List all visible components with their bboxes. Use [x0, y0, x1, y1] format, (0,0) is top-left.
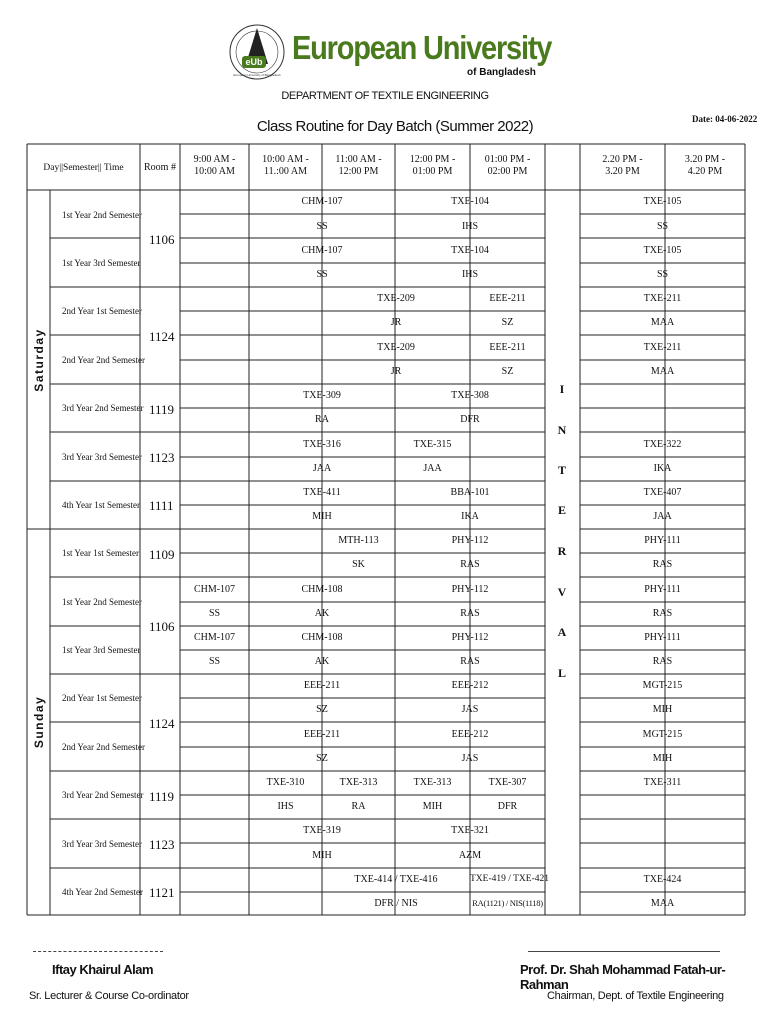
- course-cell: EEE-211: [489, 293, 526, 304]
- teacher-cell: IHS: [461, 221, 479, 232]
- teacher-cell: JAA: [653, 511, 672, 522]
- course-cell: CHM-107: [301, 245, 343, 256]
- course-cell: TXE-209: [377, 342, 415, 353]
- room-number: 1111: [149, 498, 174, 513]
- signatory-right-title: Chairman, Dept. of Textile Engineering: [547, 990, 724, 1002]
- teacher-cell: JR: [390, 366, 402, 377]
- course-cell: PHY-111: [644, 535, 681, 546]
- course-cell: PHY-111: [644, 632, 681, 643]
- course-cell: TXE-308: [451, 390, 489, 401]
- course-cell: CHM-108: [301, 632, 343, 643]
- course-cell: TXE-307: [488, 777, 527, 788]
- slot-3-end: 12:00 PM: [338, 166, 379, 177]
- interval-letter: E: [557, 503, 566, 517]
- course-cell: CHM-108: [301, 584, 343, 595]
- course-cell: EEE-211: [489, 342, 526, 353]
- slot-2-end: 11.:00 AM: [264, 166, 307, 177]
- course-cell: TXE-313: [339, 777, 378, 788]
- teacher-cell: DFR: [460, 414, 480, 425]
- logo-ring-text: European University of Bangladesh: [233, 73, 281, 77]
- course-cell: TXE-319: [303, 825, 341, 836]
- course-cell: MGT-215: [642, 680, 683, 691]
- teacher-cell: JAA: [312, 463, 332, 474]
- course-cell: TXE-414 / TXE-416: [354, 874, 438, 885]
- teacher-cell: SS: [208, 656, 221, 667]
- course-cell: TXE-407: [643, 487, 682, 498]
- teacher-cell: SS: [208, 608, 221, 619]
- slot-6-start: 2.20 PM -: [602, 154, 643, 165]
- header-slot-5: [470, 154, 545, 178]
- header-day-semester-time: Day||Semester|| Time: [43, 163, 124, 173]
- course-cell: EEE-211: [303, 680, 341, 691]
- course-cell: TXE-105: [643, 245, 682, 256]
- routine-title: Class Routine for Day Batch (Summer 2022): [256, 118, 534, 135]
- university-logo: [228, 18, 286, 86]
- slot-2-start: 10:00 AM -: [262, 154, 309, 165]
- semester-label: 4th Year 1st Semester: [62, 500, 140, 510]
- slot-4-start: 12:00 PM -: [409, 154, 456, 165]
- course-cell: TXE-419 / TXE-421: [470, 874, 549, 884]
- teacher-cell: RAS: [652, 608, 673, 619]
- header-room: Room #: [144, 162, 176, 173]
- teacher-cell: MIH: [652, 704, 673, 715]
- signatory-left-name: Iftay Khairul Alam: [52, 962, 154, 977]
- teacher-cell: MIH: [422, 801, 443, 812]
- course-cell: TXE-104: [451, 245, 489, 256]
- course-cell: TXE-424: [643, 874, 682, 885]
- slot-1-end: 10:00 AM: [194, 166, 235, 177]
- semester-label: 2nd Year 1st Semester: [62, 306, 142, 316]
- course-cell: TXE-104: [451, 196, 489, 207]
- room-number: 1119: [149, 789, 175, 804]
- room-number: 1124: [149, 716, 175, 731]
- room-number: 1106: [149, 232, 175, 247]
- course-cell: TXE-322: [643, 439, 682, 450]
- day-saturday: Saturday: [32, 328, 46, 392]
- room-number: 1123: [149, 450, 175, 465]
- header-slot-3: [322, 154, 395, 178]
- slot-3-start: 11:00 AM -: [335, 154, 382, 165]
- room-number: 1119: [149, 402, 175, 417]
- university-subtitle: of Bangladesh: [467, 67, 536, 78]
- slot-4-end: 01:00 PM: [412, 166, 453, 177]
- header-slot-6: [580, 154, 665, 178]
- teacher-cell: IHS: [461, 269, 479, 280]
- course-cell: MTH-113: [338, 535, 379, 546]
- teacher-cell: SZ: [316, 753, 328, 764]
- interval-letter: R: [557, 544, 567, 558]
- teacher-cell: RAS: [652, 656, 673, 667]
- semester-label: 4th Year 2nd Semester: [62, 887, 143, 897]
- interval-letter: A: [557, 625, 567, 639]
- room-number: 1106: [149, 619, 175, 634]
- slot-1-start: 9:00 AM -: [193, 154, 236, 165]
- course-cell: TXE-209: [377, 293, 415, 304]
- teacher-cell: RA: [315, 414, 329, 425]
- interval-letter: T: [557, 463, 566, 477]
- teacher-cell: RA(1121) / NIS(1118): [472, 898, 543, 908]
- department-name: DEPARTMENT OF TEXTILE ENGINEERING: [281, 90, 489, 102]
- slot-5-start: 01:00 PM -: [484, 154, 531, 165]
- course-cell: TXE-315: [413, 439, 452, 450]
- semester-label: 3rd Year 3rd Semester: [62, 839, 142, 849]
- teacher-cell: SZ: [501, 366, 514, 377]
- course-cell: TXE-211: [643, 342, 682, 353]
- semester-label: 2nd Year 1st Semester: [62, 693, 142, 703]
- semester-label: 3rd Year 2nd Semester: [62, 403, 144, 413]
- course-cell: TXE-313: [413, 777, 452, 788]
- interval-letter: L: [557, 666, 566, 680]
- teacher-cell: MAA: [650, 366, 675, 377]
- teacher-cell: AK: [314, 608, 330, 619]
- teacher-cell: MAA: [650, 317, 675, 328]
- teacher-cell: DFR / NIS: [374, 898, 418, 909]
- course-cell: TXE-310: [266, 777, 305, 788]
- course-cell: TXE-211: [643, 293, 682, 304]
- course-cell: PHY-112: [451, 584, 489, 595]
- teacher-cell: AK: [314, 656, 330, 667]
- header-slot-2: [249, 154, 322, 178]
- slot-6-end: 3.20 PM: [605, 166, 640, 177]
- teacher-cell: SS: [656, 221, 669, 232]
- signature-line-right: [528, 951, 720, 952]
- teacher-cell: AZM: [458, 850, 482, 861]
- course-cell: CHM-107: [193, 632, 236, 643]
- course-cell: TXE-316: [303, 439, 341, 450]
- semester-label: 1st Year 2nd Semester: [62, 210, 142, 220]
- course-cell: TXE-105: [643, 196, 682, 207]
- room-number: 1123: [149, 837, 175, 852]
- course-cell: TXE-309: [303, 390, 341, 401]
- header-slot-7: [665, 154, 745, 178]
- course-cell: TXE-311: [643, 777, 682, 788]
- course-cell: PHY-112: [451, 535, 489, 546]
- course-cell: BBA-101: [450, 487, 490, 498]
- teacher-cell: RAS: [460, 656, 480, 667]
- teacher-cell: SZ: [316, 704, 328, 715]
- slot-5-end: 02:00 PM: [487, 166, 528, 177]
- semester-label: 2nd Year 2nd Semester: [62, 355, 145, 365]
- teacher-cell: IKA: [461, 511, 479, 522]
- semester-label: 1st Year 1st Semester: [62, 548, 139, 558]
- signatory-left-title: Sr. Lecturer & Course Co-ordinator: [29, 990, 189, 1002]
- interval-letter: V: [557, 585, 567, 599]
- slot-7-end: 4.20 PM: [687, 166, 723, 177]
- teacher-cell: SZ: [501, 317, 514, 328]
- teacher-cell: SS: [316, 221, 328, 232]
- day-sunday: Sunday: [32, 695, 46, 749]
- teacher-cell: RAS: [460, 559, 480, 570]
- university-name: European University: [292, 30, 552, 67]
- teacher-cell: SS: [316, 269, 328, 280]
- course-cell: PHY-112: [451, 632, 489, 643]
- signatory-right-name: Prof. Dr. Shah Mohammad Fatah-ur-Rahman: [520, 962, 726, 992]
- room-number: 1124: [149, 329, 175, 344]
- teacher-cell: DFR: [497, 801, 518, 812]
- semester-label: 3rd Year 3rd Semester: [62, 452, 142, 462]
- semester-label: 2nd Year 2nd Semester: [62, 742, 145, 752]
- room-number: 1121: [149, 885, 175, 900]
- teacher-cell: JR: [390, 317, 402, 328]
- header-slot-4: [395, 154, 470, 178]
- teacher-cell: MIH: [652, 753, 673, 764]
- logo-text: eUb: [245, 57, 263, 67]
- course-cell: MGT-215: [642, 729, 683, 740]
- header-slot-1: [180, 154, 249, 178]
- teacher-cell: IKA: [653, 463, 672, 474]
- teacher-cell: MIH: [312, 850, 332, 861]
- signature-line-left: [33, 951, 163, 952]
- teacher-cell: MIH: [312, 511, 332, 522]
- course-cell: CHM-107: [193, 584, 236, 595]
- teacher-cell: JAA: [423, 463, 442, 474]
- course-cell: EEE-212: [451, 680, 489, 691]
- slot-7-start: 3.20 PM -: [684, 154, 726, 165]
- teacher-cell: RA: [351, 801, 366, 812]
- semester-label: 3rd Year 2nd Semester: [62, 790, 144, 800]
- teacher-cell: RAS: [652, 559, 673, 570]
- teacher-cell: JAS: [461, 753, 479, 764]
- room-number: 1109: [149, 547, 175, 562]
- course-cell: TXE-411: [303, 487, 341, 498]
- course-cell: EEE-212: [451, 729, 489, 740]
- interval-letter: I: [559, 382, 565, 396]
- semester-label: 1st Year 2nd Semester: [62, 597, 142, 607]
- teacher-cell: SK: [352, 559, 365, 570]
- semester-label: 1st Year 3rd Semester: [62, 645, 141, 655]
- course-cell: EEE-211: [303, 729, 341, 740]
- teacher-cell: IHS: [277, 801, 294, 812]
- teacher-cell: JAS: [461, 704, 479, 715]
- semester-label: 1st Year 3rd Semester: [62, 258, 141, 268]
- teacher-cell: MAA: [650, 898, 675, 909]
- course-cell: CHM-107: [301, 196, 343, 207]
- interval-letter: N: [557, 423, 567, 437]
- teacher-cell: RAS: [460, 608, 480, 619]
- teacher-cell: SS: [656, 269, 669, 280]
- course-cell: TXE-321: [451, 825, 489, 836]
- routine-date: Date: 04-06-2022: [692, 114, 758, 124]
- course-cell: PHY-111: [644, 584, 681, 595]
